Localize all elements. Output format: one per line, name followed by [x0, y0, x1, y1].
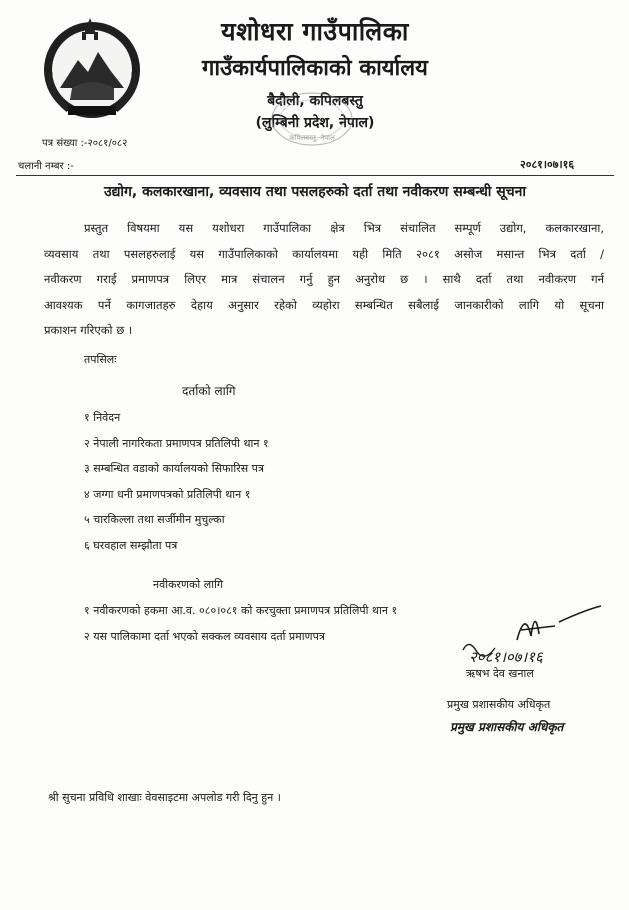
registration-item: ३ सम्बन्धित वडाको कार्यालयको सिफारिस पत्र: [84, 462, 264, 475]
details-label: तपसिलः: [84, 353, 117, 366]
renewal-heading: नवीकरणको लागि: [153, 578, 224, 591]
letter-date: २०८१।०७।१६: [520, 158, 575, 171]
office-stamp: [268, 90, 356, 148]
signatory-title-stamp: प्रमुख प्रशासकीय अधिकृत: [450, 720, 564, 734]
municipality-name: यशोधरा गाउँपालिका: [221, 17, 409, 46]
body-line: व्यवसाय तथा पसलहरुलाई यस गाउँपालिकाको कार्यालयमा यही मिति २०८१ असोज मसान्त भित्र दर्ता /: [44, 246, 604, 261]
registration-item: ४ जग्गा धनी प्रमाणपत्रको प्रतिलिपी थान १: [84, 488, 251, 501]
footer-note: श्री सुचना प्रविधि शाखाः वेवसाइटमा अपलोड गरी दिनु हुन ।: [48, 791, 281, 804]
nepal-emblem-icon: [38, 14, 146, 122]
registration-item: ६ घरवहाल सम्झौता पत्र: [84, 539, 178, 552]
signatory-title: प्रमुख प्रशासकीय अधिकृत: [447, 698, 551, 711]
office-province: (लुम्बिनी प्रदेश, नेपाल): [255, 115, 375, 131]
office-name: गाउँकार्यपालिकाको कार्यालय: [202, 56, 428, 81]
stamp-text: कपिलबस्तु, नेपाल: [289, 134, 335, 142]
body-line: आवश्यक पर्ने कागजातहरु देहाय अनुसार रहेको व्यहोरा सम्बन्धित सबैलाई जानकारीको लागि यो सूचना: [44, 297, 604, 312]
signature-date: २०८१।०७।१६: [469, 648, 543, 666]
renewal-item: १ नवीकरणको हकमा आ.व. ०८०।०८१ को करचुक्ता प्रमाणपत्र प्रतिलिपी थान १: [84, 604, 398, 617]
registration-heading: दर्ताको लागि: [182, 384, 236, 398]
registration-item: १ निवेदन: [84, 411, 121, 424]
renewal-item: २ यस पालिकामा दर्ता भएको सक्कल व्यवसाय दर्ता प्रमाणपत्र: [84, 630, 325, 643]
dispatch-number: चलानी नम्बर :-: [18, 161, 74, 172]
notice-body: [44, 216, 604, 344]
registration-item: ५ चारकिल्ला तथा सर्जीमीन मुचुल्का: [84, 513, 225, 526]
body-line: प्रकाशन गरिएको छ ।: [44, 323, 133, 337]
reference-number: पत्र संख्या :-२०८१/०८२: [42, 138, 128, 149]
body-line: नवीकरण गराई प्रमाणपत्र लिएर मात्र संचालन गर्नु हुन अनुरोध छ । साथै दर्ता तथा नवीकरण गर्न: [44, 272, 604, 286]
header-divider: [16, 175, 614, 176]
notice-subject: उद्योग, कलकारखाना, व्यवसाय तथा पसलहरुको दर्ता तथा नवीकरण सम्बन्धी सूचना: [103, 184, 527, 200]
signatory-name: ऋषभ देव खनाल: [466, 667, 534, 680]
office-location: बैदौली, कपिलबस्तु: [267, 93, 363, 109]
body-line: प्रस्तुत विषयमा यस यशोधरा गाउँपालिका क्षेत्र भित्र संचालित सम्पूर्ण उद्योग, कलकारखाना,: [84, 221, 604, 235]
registration-item: २ नेपाली नागरिकता प्रमाणपत्र प्रतिलिपी थान १: [84, 437, 269, 450]
